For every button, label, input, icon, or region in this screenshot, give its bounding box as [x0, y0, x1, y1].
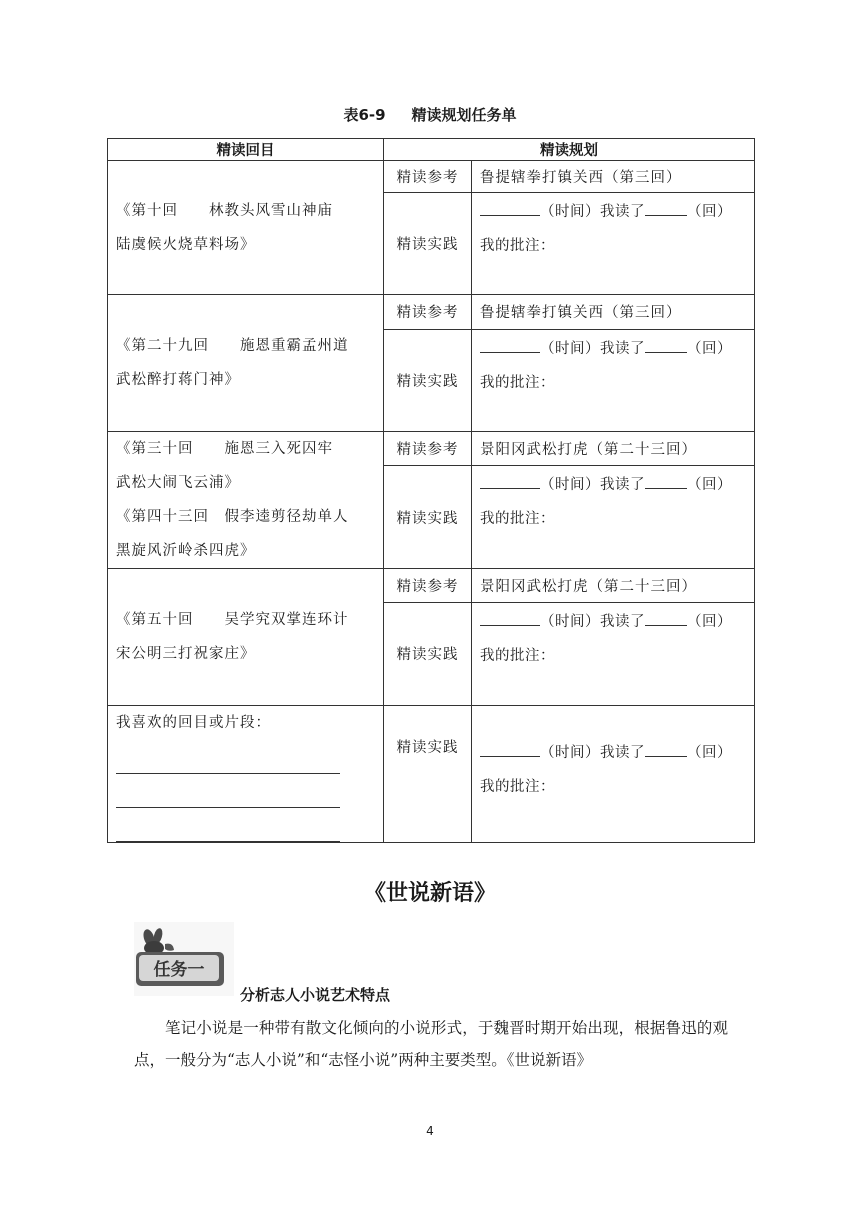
- chapter-cell: [108, 431, 384, 568]
- practice-cell: [472, 705, 755, 842]
- chapter-line: 《第三十回 施恩三入死囚牢: [116, 440, 333, 457]
- ref-label: 精读参考: [384, 161, 472, 193]
- ref-label: 精读参考: [384, 295, 472, 329]
- practice-label: 精读实践: [384, 329, 472, 431]
- chapter-cell: [108, 161, 384, 295]
- chapter-count-blank[interactable]: [645, 338, 687, 353]
- header-chapters: 精读回目: [108, 139, 384, 161]
- annotation-label: 我的批注：: [480, 648, 555, 665]
- practice-cell: [472, 193, 755, 295]
- table-caption-title: 精读规划任务单: [411, 106, 517, 124]
- chapter-count-blank[interactable]: [645, 201, 687, 216]
- ref-value: 景阳冈武松打虎（第二十三回）: [472, 569, 755, 603]
- practice-unit-text: （回）: [687, 340, 732, 357]
- header-plan: 精读规划: [384, 139, 755, 161]
- table-row: [108, 295, 755, 329]
- practice-cell: [472, 603, 755, 705]
- ref-value: 鲁提辖拳打镇关西（第三回）: [472, 161, 755, 193]
- chapter-line: 《第十回 林教头风雪山神庙: [116, 202, 333, 219]
- practice-unit-text: （回）: [687, 614, 732, 631]
- table-row: [108, 569, 755, 603]
- page-number: 4: [426, 1124, 434, 1138]
- favorite-blank-line[interactable]: [116, 808, 340, 842]
- practice-cell: [472, 329, 755, 431]
- task-title: 分析志人小说艺术特点: [240, 986, 391, 1004]
- chapter-line: 武松醉打蒋门神》: [116, 372, 240, 389]
- chapter-line: 《第五十回 吴学究双掌连环计: [116, 611, 349, 628]
- chapter-count-blank[interactable]: [645, 611, 687, 626]
- chapter-line: 武松大闹飞云浦》: [116, 474, 240, 491]
- table-caption-number: 表6-9: [343, 106, 386, 124]
- chapter-count-blank[interactable]: [645, 474, 687, 489]
- table-row: [108, 431, 755, 465]
- annotation-label: 我的批注：: [480, 778, 555, 795]
- time-blank[interactable]: [480, 611, 540, 626]
- chapter-line: 《第二十九回 施恩重霸孟州道: [116, 338, 349, 355]
- ref-value: 鲁提辖拳打镇关西（第三回）: [472, 295, 755, 329]
- practice-label: 精读实践: [384, 466, 472, 569]
- ref-label: 精读参考: [384, 431, 472, 465]
- practice-time-text: （时间）我读了: [540, 340, 645, 357]
- chapter-line: 陆虞候火烧草料场》: [116, 236, 256, 253]
- chapter-count-blank[interactable]: [645, 742, 687, 757]
- practice-unit-text: （回）: [687, 204, 732, 221]
- table-row: [108, 705, 755, 842]
- annotation-label: 我的批注：: [480, 238, 555, 255]
- chapter-cell: [108, 295, 384, 431]
- table-caption: [0, 104, 860, 125]
- task-badge-label: 任务一: [153, 960, 205, 980]
- ref-label: 精读参考: [384, 569, 472, 603]
- practice-time-text: （时间）我读了: [540, 744, 645, 761]
- time-blank[interactable]: [480, 742, 540, 757]
- chapter-line: 《第四十三回 假李逵剪径劫单人: [116, 508, 349, 525]
- task-badge-icon: [134, 922, 234, 996]
- practice-label: 精读实践: [384, 193, 472, 295]
- body-paragraph: 笔记小说是一种带有散文化倾向的小说形式，于魏晋时期开始出现，根据鲁迅的观点，一般分为“志人小说”和“志怪小说”两种主要类型。《世说新语》: [134, 1019, 728, 1069]
- practice-time-text: （时间）我读了: [540, 477, 645, 494]
- favorite-cell: [108, 705, 384, 842]
- time-blank[interactable]: [480, 201, 540, 216]
- chapter-cell: [108, 569, 384, 705]
- annotation-label: 我的批注：: [480, 374, 555, 391]
- chapter-line: 宋公明三打祝家庄》: [116, 645, 256, 662]
- practice-cell: [472, 466, 755, 569]
- practice-label: 精读实践: [384, 705, 472, 842]
- favorite-label: 我喜欢的回目或片段：: [116, 714, 271, 731]
- time-blank[interactable]: [480, 474, 540, 489]
- reading-plan-table: [107, 138, 755, 843]
- favorite-blank-line[interactable]: [116, 740, 340, 774]
- chapter-line: 黑旋风沂岭杀四虎》: [116, 542, 256, 559]
- practice-unit-text: （回）: [687, 477, 732, 494]
- table-header-row: [108, 139, 755, 161]
- practice-time-text: （时间）我读了: [540, 204, 645, 221]
- annotation-label: 我的批注：: [480, 511, 555, 528]
- practice-unit-text: （回）: [687, 744, 732, 761]
- ref-value: 景阳冈武松打虎（第二十三回）: [472, 431, 755, 465]
- practice-time-text: （时间）我读了: [540, 614, 645, 631]
- time-blank[interactable]: [480, 338, 540, 353]
- favorite-blank-line[interactable]: [116, 774, 340, 808]
- book-title: 《世说新语》: [363, 881, 496, 906]
- table-row: [108, 161, 755, 193]
- practice-label: 精读实践: [384, 603, 472, 705]
